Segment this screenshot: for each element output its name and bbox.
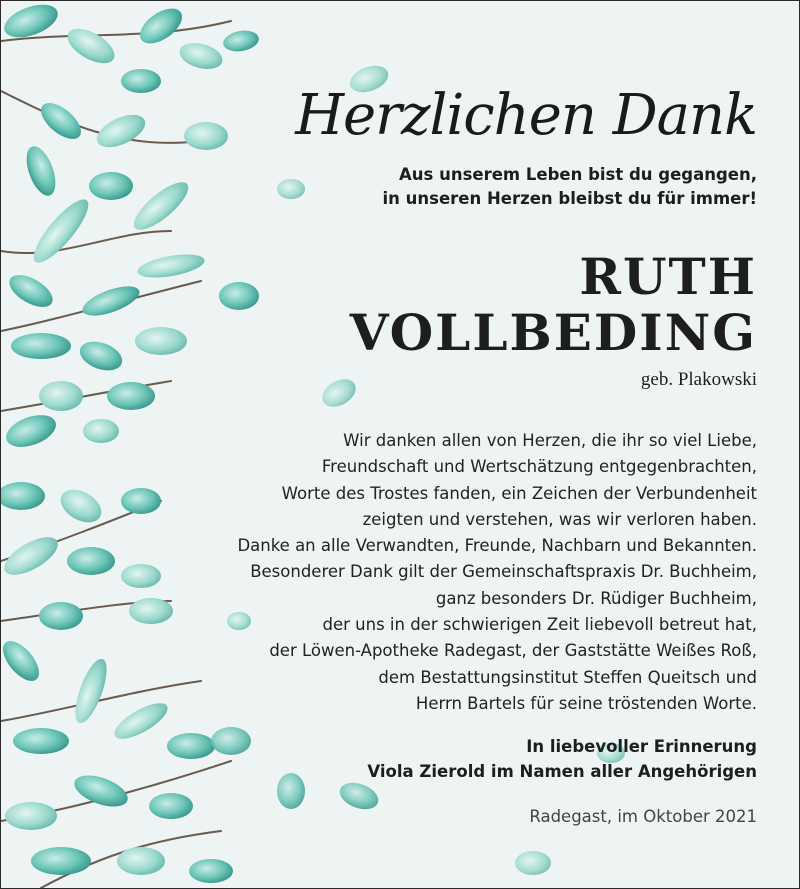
message-line: der Löwen-Apotheke Radegast, der Gaststätte Weißes Roß,: [269, 641, 757, 661]
message-line: Herrn Bartels für seine tröstenden Worte.: [415, 693, 757, 713]
message-line: zeigten und verstehen, was wir verloren haben.: [362, 509, 757, 529]
last-name: VOLLBEDING: [349, 303, 757, 362]
message-line: Danke an alle Verwandten, Freunde, Nachbarn und Bekannten.: [237, 536, 757, 556]
message-line: Freundschaft und Wertschätzung entgegenbrachten,: [321, 457, 757, 477]
maiden-name: geb. Plakowski: [640, 369, 757, 390]
thank-you-message: [237, 428, 757, 717]
deceased-name: [350, 249, 757, 361]
subheading: [383, 163, 757, 211]
message-line: dem Bestattungsinstitut Steffen Queitsch und: [378, 667, 757, 687]
headline: Herzlichen Dank: [295, 83, 757, 148]
message-line: der uns in der schwierigen Zeit liebevoll betreut hat,: [322, 615, 757, 635]
message-line: Besonderer Dank gilt der Gemeinschaftspraxis Dr. Buchheim,: [250, 562, 757, 582]
message-line: Worte des Trostes fanden, ein Zeichen der Verbundenheit: [281, 483, 757, 503]
closing-line: In liebevoller Erinnerung: [526, 737, 757, 756]
subheading-line: in unseren Herzen bleibst du für immer!: [382, 189, 757, 208]
message-line: Wir danken allen von Herzen, die ihr so viel Liebe,: [343, 431, 757, 450]
closing-signature: [367, 734, 757, 784]
place-date: Radegast, im Oktober 2021: [529, 807, 757, 826]
first-name: RUTH: [579, 247, 757, 306]
message-line: ganz besonders Dr. Rüdiger Buchheim,: [435, 588, 757, 608]
closing-line: Viola Zierold im Namen aller Angehörigen: [367, 762, 757, 781]
subheading-line: Aus unserem Leben bist du gegangen,: [399, 165, 757, 184]
